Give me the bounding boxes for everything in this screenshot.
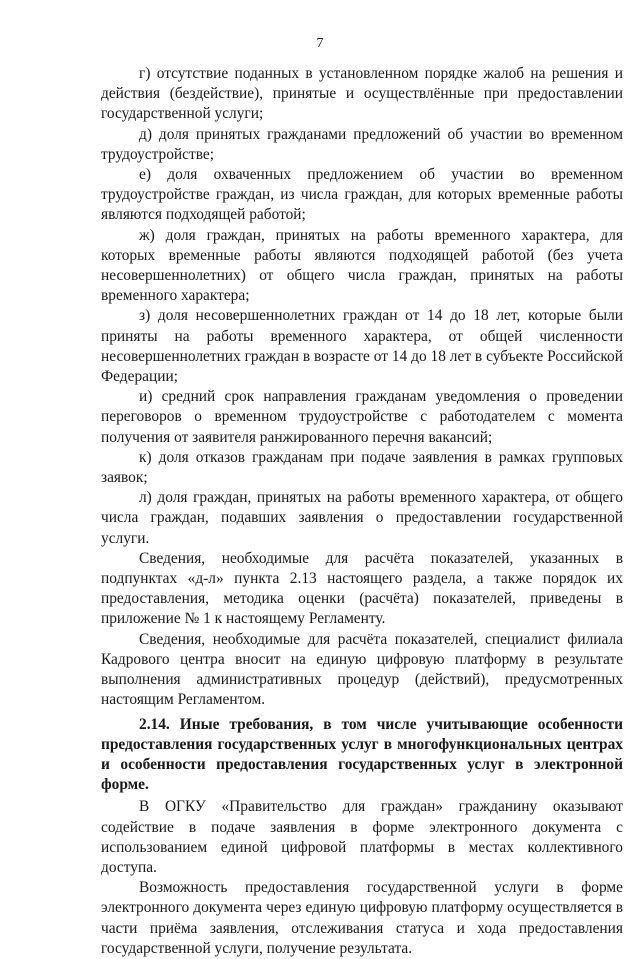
- paragraph-i: и) средний срок направления гражданам уведомления о проведении переговоров о временном трудоустройстве с работодателем с момента получения от заявителя ранжированного перечня вакансий;: [101, 388, 623, 446]
- page-number: 7: [316, 36, 324, 51]
- paragraph-z: з) доля несовершеннолетних граждан от 14 до 18 лет, которые были приняты на работы временного характера, от общей численности несовершеннолетних граждан в возрасте от 14 до 18 лет в субъекте Российской Федерации;: [101, 307, 623, 386]
- paragraph-indicators-info: Сведения, необходимые для расчёта показателей, указанных в подпунктах «д-л» пункта 2.13 настоящего раздела, а также порядок их предоставления, методика оценки (расчёта) показателей, приведены в приложение № 1 к настоящему Регламенту.: [101, 549, 623, 628]
- document-body: [101, 64, 623, 959]
- paragraph-zh: ж) доля граждан, принятых на работы временного характера, для которых временные работы являются подходящей работой (без учета несовершеннолетних) от общего числа граждан, принятых на работы временного характера;: [101, 226, 623, 305]
- paragraph-d: д) доля принятых гражданами предложений об участии во временном трудоустройстве;: [101, 125, 623, 163]
- section-heading-2-14: 2.14. Иные требования, в том числе учитывающие особенности предоставления государственных услуг в многофункциональных центрах и особенности предоставления государственных услуг в электронной форме.: [101, 715, 623, 794]
- paragraph-l: л) доля граждан, принятых на работы временного характера, от общего числа граждан, подавших заявления о предоставлении государственной услуги.: [101, 489, 623, 547]
- paragraph-g: г) отсутствие поданных в установленном порядке жалоб на решения и действия (бездействие), принятые и осуществлённые при предоставлении государственной услуги;: [101, 65, 623, 123]
- paragraph-electronic-service: Возможность предоставления государственной услуги в форме электронного документа через единую цифровую платформу осуществляется в части приёма заявления, отслеживания статуса и хода предоставления государственной услуги, получение результата.: [101, 879, 623, 957]
- paragraph-k: к) доля отказов гражданам при подаче заявления в рамках групповых заявок;: [101, 448, 623, 487]
- paragraph-e: е) доля охваченных предложением об участии во временном трудоустройстве граждан, из числа граждан, для которых временные работы являются подходящей работой;: [101, 166, 623, 224]
- paragraph-mfc-assistance: В ОГКУ «Правительство для граждан» гражданину оказывают содействие в подаче заявления в форме электронного документа с использованием единой цифровой платформы в местах коллективного доступа.: [101, 798, 623, 876]
- paragraph-indicators-entry: Сведения, необходимые для расчёта показателей, специалист филиала Кадрового центра вносит на единую цифровую платформу в результате выполнения административных процедур (действий), предусмотренных настоящим Регламентом.: [101, 630, 623, 709]
